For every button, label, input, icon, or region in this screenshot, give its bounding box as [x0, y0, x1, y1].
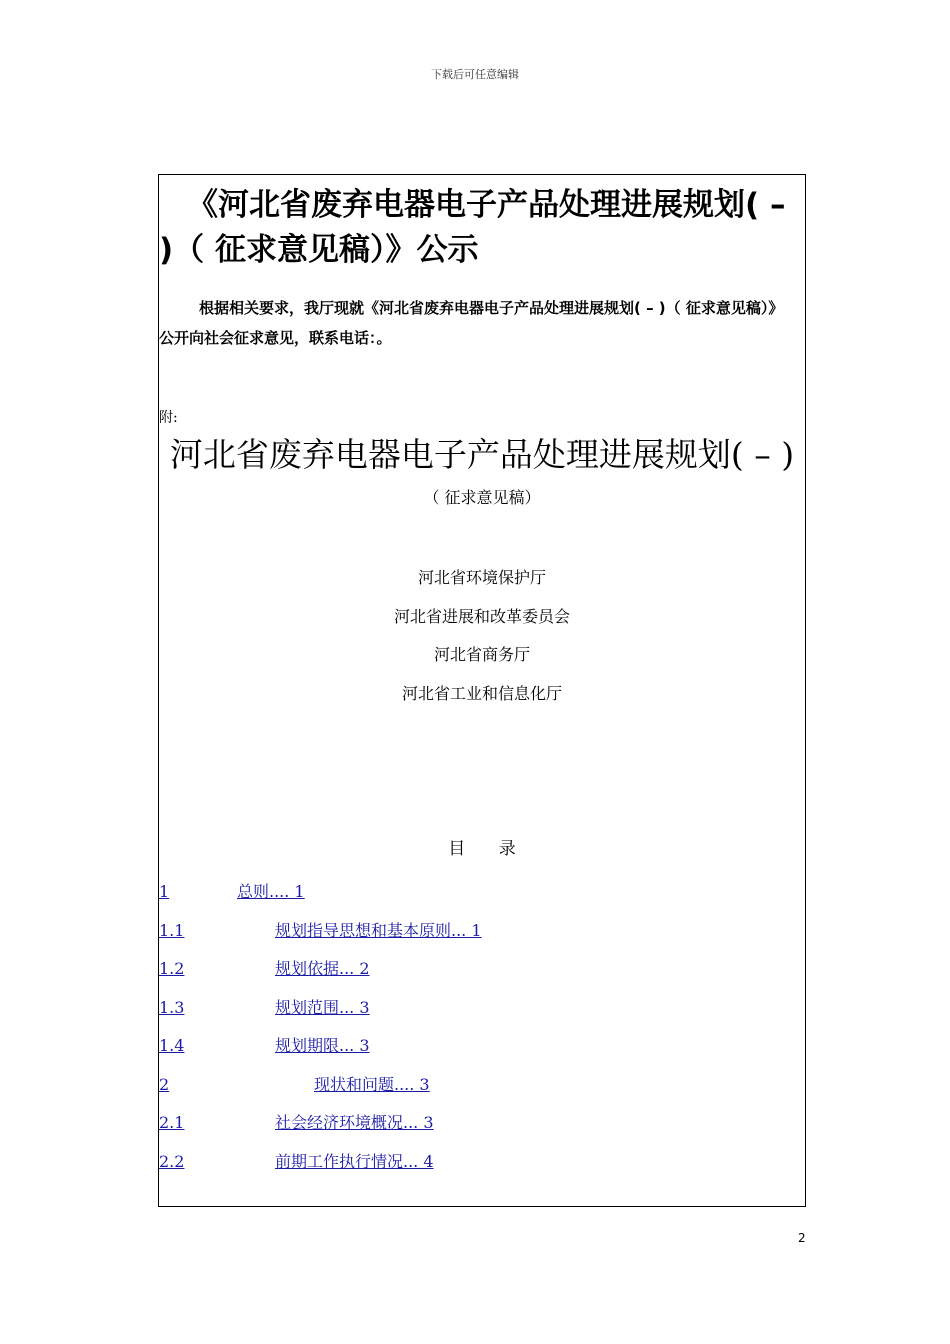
toc-number: 1.3 [159, 997, 185, 1017]
announcement-title: 《河北省废弃电器电子产品处理进展规划( – )（ 征求意见稿）》公示 [159, 187, 786, 268]
toc-title: 规划期限... 3 [275, 1036, 370, 1055]
toc-title: 规划范围... 3 [275, 997, 370, 1017]
organization-item: 河北省环境保护厅 [417, 568, 546, 587]
toc-link[interactable] [159, 1104, 805, 1143]
organization-item: 河北省工业和信息化厅 [401, 683, 562, 703]
toc-title: 总则.... 1 [237, 882, 305, 901]
toc-number: 2 [159, 1074, 170, 1094]
toc-number: 2.1 [159, 1113, 185, 1132]
toc-number: 1 [159, 882, 170, 901]
toc-title: 社会经济环境概况... 3 [275, 1113, 434, 1132]
draft-label: （ 征求意见稿） [423, 488, 541, 507]
toc-number: 1.1 [159, 920, 185, 940]
toc-link[interactable] [159, 989, 805, 1028]
toc-number: 2.2 [159, 1151, 185, 1171]
toc-title: 现状和问题.... 3 [314, 1074, 430, 1094]
toc-link[interactable] [159, 912, 805, 951]
document-frame [158, 174, 806, 1207]
table-of-contents [159, 873, 805, 1181]
organization-item: 河北省商务厅 [433, 645, 530, 664]
toc-link[interactable] [159, 950, 805, 989]
page-number: 2 [798, 1231, 806, 1245]
toc-title: 规划依据... 2 [275, 959, 370, 978]
toc-number: 1.4 [159, 1036, 185, 1055]
toc-title: 规划指导思想和基本原则... 1 [275, 920, 482, 940]
toc-heading: 目 录 [448, 839, 530, 859]
plan-title: 河北省废弃电器电子产品处理进展规划( – ) [169, 435, 795, 474]
toc-number: 1.2 [159, 959, 185, 978]
attachment-label: 附: [159, 410, 178, 426]
toc-title: 前期工作执行情况... 4 [275, 1151, 434, 1171]
toc-link[interactable] [159, 873, 805, 912]
intro-paragraph: 根据相关要求，我厅现就《河北省废弃电器电子产品处理进展规划( – )（ 征求意见稿）》公开向社会征求意见，联系电话：。 [159, 299, 784, 347]
organization-list [159, 559, 805, 713]
header-note: 下载后可任意编辑 [431, 68, 519, 81]
organization-item: 河北省进展和改革委员会 [393, 606, 570, 626]
toc-link[interactable] [159, 1066, 805, 1105]
toc-link[interactable] [159, 1143, 805, 1182]
toc-link[interactable] [159, 1027, 805, 1066]
